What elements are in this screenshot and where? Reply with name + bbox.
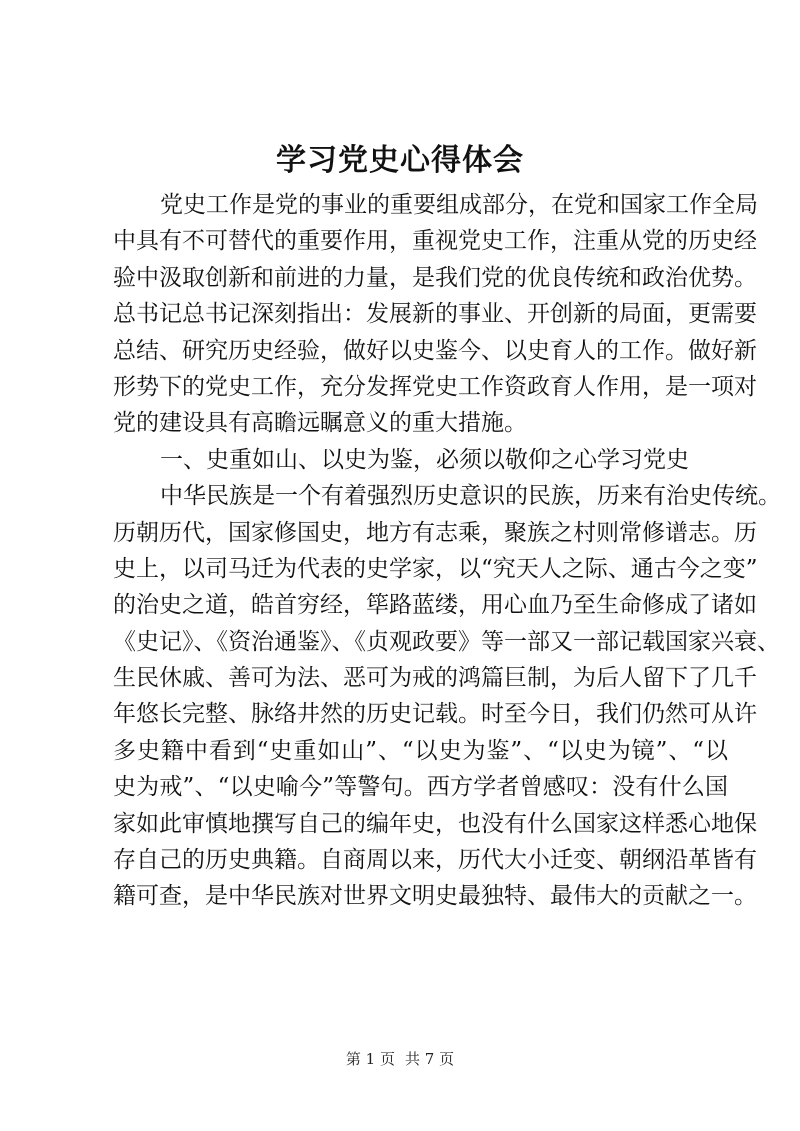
paragraph-line: 年悠长完整、脉络井然的历史记载。时至今日，我们仍然可从许	[113, 701, 757, 728]
paragraph-line: 史上，以司马迁为代表的史学家，以“究天人之际、通古今之变”	[113, 555, 758, 582]
paragraph-line: 史为戒”、“以史喻今”等警句。西方学者曾感叹：没有什么国	[113, 774, 728, 801]
page-footer	[0, 1049, 800, 1069]
paragraph-line: 中华民族是一个有着强烈历史意识的民族，历来有治史传统。	[160, 483, 781, 510]
paragraph-line: 的治史之道，皓首穷经，筚路蓝缕，用心血乃至生命修成了诸如	[113, 592, 757, 619]
paragraph-line: 验中汲取创新和前进的力量，是我们党的优良传统和政治优势。	[113, 264, 757, 291]
paragraph-line: 党的建设具有高瞻远瞩意义的重大措施。	[113, 410, 527, 437]
paragraph-line: 总书记总书记深刻指出：发展新的事业、开创新的局面，更需要	[113, 301, 757, 328]
paragraph-line: 总结、研究历史经验，做好以史鉴今、以史育人的工作。做好新	[113, 337, 757, 364]
paragraph-line: 党史工作是党的事业的重要组成部分，在党和国家工作全局	[160, 192, 758, 218]
paragraph-line: 多史籍中看到“史重如山”、“以史为鉴”、“以史为镜”、“以	[113, 737, 728, 764]
paragraph-line: 籍可查，是中华民族对世界文明史最独特、最伟大的贡献之一。	[113, 883, 757, 910]
document-body	[113, 187, 781, 915]
paragraph-line: 生民休戚、善可为法、恶可为戒的鸿篇巨制，为后人留下了几千	[113, 665, 757, 692]
page-total: 共 7 页	[405, 1050, 455, 1068]
section-heading: 一、史重如山、以史为鉴，必须以敬仰之心学习党史	[160, 446, 689, 473]
document-title: 学习党史心得体会	[276, 143, 524, 178]
paragraph-line: 家如此审慎地撰写自己的编年史，也没有什么国家这样悉心地保	[113, 810, 757, 837]
paragraph-line: 《史记》、《资治通鉴》、《贞观政要》等一部又一部记载国家兴衰、	[113, 628, 780, 655]
page-number: 第 1 页	[345, 1050, 395, 1068]
paragraph-line: 存自己的历史典籍。自商周以来，历代大小迁变、朝纲沿革皆有	[113, 847, 757, 874]
paragraph-line: 中具有不可替代的重要作用，重视党史工作，注重从党的历史经	[113, 228, 757, 255]
paragraph-line: 形势下的党史工作，充分发挥党史工作资政育人作用，是一项对	[113, 373, 757, 400]
paragraph-line: 历朝历代，国家修国史，地方有志乘，聚族之村则常修谱志。历	[113, 519, 757, 546]
